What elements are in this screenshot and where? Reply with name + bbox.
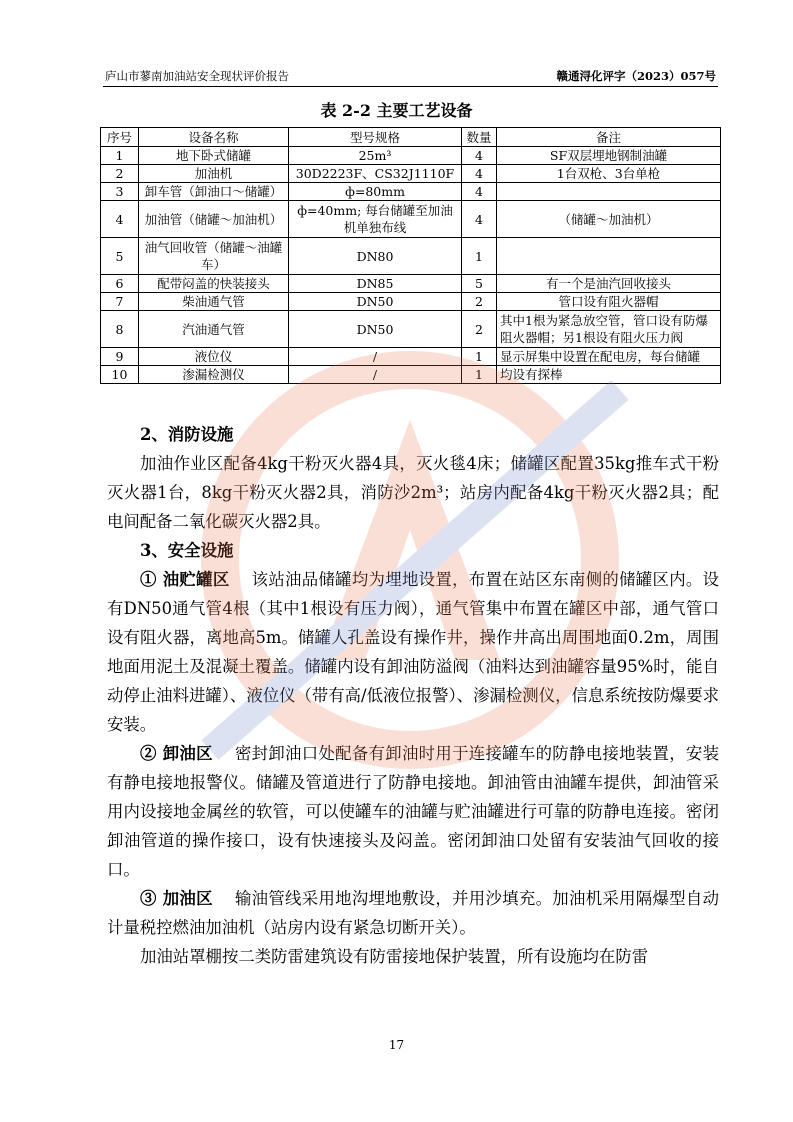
table-row bbox=[101, 201, 721, 238]
header-report-code: 赣通浔化评字（2023）057号 bbox=[556, 69, 716, 83]
cell-name: 配带闷盖的快装接头 bbox=[139, 275, 289, 293]
page-header bbox=[103, 66, 718, 87]
unload-paragraph bbox=[107, 739, 719, 884]
cell-qty: 2 bbox=[462, 293, 497, 311]
cell-qty: 5 bbox=[462, 275, 497, 293]
table-row bbox=[101, 275, 721, 293]
tank-area-label: ① 油贮罐区 bbox=[140, 570, 230, 589]
table-row bbox=[101, 238, 721, 275]
cell-name: 地下卧式储罐 bbox=[139, 147, 289, 165]
table-row bbox=[101, 147, 721, 165]
cell-name: 卸车管（卸油口～储罐） bbox=[139, 183, 289, 201]
cell-no: 3 bbox=[101, 183, 139, 201]
fuel-area-label: ③ 加油区 bbox=[140, 889, 213, 908]
cell-note: 1台双枪、3台单枪 bbox=[497, 165, 721, 183]
unload-area-label: ② 卸油区 bbox=[140, 744, 213, 763]
cell-qty: 2 bbox=[462, 311, 497, 348]
tank-area-text: 该站油品储罐均为埋地设置，布置在站区东南侧的储罐区内。设有DN50通气管4根（其中1根设有压力阀），通气管集中布置在罐区中部，通气管口设有阻火器，离地高5m。储罐人孔盖设有操作井，操作井高出周围地面0.2m，周围地面用泥土及混凝土覆盖。储罐内设有卸油防溢阀（油料达到油罐容量95%时，能自动停止油料进罐）、液位仪（带有高/低液位报警）、渗漏检测仪，信息系统按防爆要求安装。 bbox=[107, 570, 720, 734]
cell-spec: DN80 bbox=[289, 238, 462, 275]
cell-spec: 30D2223F、CS32J1110F bbox=[289, 165, 462, 183]
cell-name: 加油管（储罐～加油机） bbox=[139, 201, 289, 238]
table-row bbox=[101, 366, 721, 384]
cell-name: 加油机 bbox=[139, 165, 289, 183]
cell-qty: 4 bbox=[462, 147, 497, 165]
table-row bbox=[101, 183, 721, 201]
cell-qty: 1 bbox=[462, 238, 497, 275]
cell-name: 汽油通气管 bbox=[139, 311, 289, 348]
cell-no: 10 bbox=[101, 366, 139, 384]
header-report-title: 庐山市蓼南加油站安全现状评价报告 bbox=[105, 69, 289, 83]
cell-no: 4 bbox=[101, 201, 139, 238]
body-content bbox=[107, 420, 719, 971]
col-header-qty: 数量 bbox=[462, 128, 497, 147]
cell-name: 液位仪 bbox=[139, 348, 289, 366]
cell-note: 显示屏集中设置在配电房，每台储罐 bbox=[497, 348, 721, 366]
cell-spec: 25m³ bbox=[289, 147, 462, 165]
cell-no: 7 bbox=[101, 293, 139, 311]
lightning-paragraph: 加油站罩棚按二类防雷建筑设有防雷接地保护装置，所有设施均在防雷 bbox=[140, 947, 649, 966]
cell-qty: 1 bbox=[462, 348, 497, 366]
cell-no: 9 bbox=[101, 348, 139, 366]
section-title-fire: 2、消防设施 bbox=[140, 425, 234, 444]
cell-note: 均设有探棒 bbox=[497, 366, 721, 384]
col-header-spec: 型号规格 bbox=[289, 128, 462, 147]
cell-no: 5 bbox=[101, 238, 139, 275]
col-header-no: 序号 bbox=[101, 128, 139, 147]
cell-note: 管口设有阻火器帽 bbox=[497, 293, 721, 311]
cell-no: 2 bbox=[101, 165, 139, 183]
table-row bbox=[101, 165, 721, 183]
cell-qty: 4 bbox=[462, 165, 497, 183]
cell-spec: ф=80mm bbox=[289, 183, 462, 201]
table-row bbox=[101, 293, 721, 311]
col-header-note: 备注 bbox=[497, 128, 721, 147]
cell-note: 有一个是油汽回收接头 bbox=[497, 275, 721, 293]
cell-note bbox=[497, 183, 721, 201]
cell-spec: / bbox=[289, 348, 462, 366]
fire-paragraph: 加油作业区配备4kg干粉灭火器4具，灭火毯4床；储罐区配置35kg推车式干粉灭火器1台，8kg干粉灭火器2具，消防沙2m³；站房内配备4kg干粉灭火器2具；配电间配备二氧化碳灭火器2具。 bbox=[107, 454, 719, 531]
unload-area-text: 密封卸油口处配备有卸油时用于连接罐车的防静电接地装置，安装有静电接地报警仪。储罐及管道进行了防静电接地。卸油管由油罐车提供，卸油管采用内设接地金属丝的软管，可以使罐车的油罐与贮油罐进行可靠的防静电连接。密闭卸油管道的操作接口，设有快速接头及闷盖。密闭卸油口处留有安装油气回收的接口。 bbox=[107, 744, 720, 879]
fuel-area-text: 输油管线采用地沟埋地敷设，并用沙填充。加油机采用隔爆型自动计量税控燃油加油机（站房内设有紧急切断开关）。 bbox=[107, 889, 720, 937]
page-number: 17 bbox=[388, 1038, 405, 1052]
cell-note bbox=[497, 238, 721, 275]
cell-qty: 1 bbox=[462, 366, 497, 384]
table-header-row bbox=[101, 128, 721, 147]
section-title-safety: 3、安全设施 bbox=[140, 541, 234, 560]
cell-name: 油气回收管（储罐～油罐车） bbox=[139, 238, 289, 275]
cell-note: （储罐～加油机） bbox=[497, 201, 721, 238]
cell-qty: 4 bbox=[462, 201, 497, 238]
cell-spec: DN85 bbox=[289, 275, 462, 293]
cell-spec: ф=40mm; 每台储罐至加油机单独布线 bbox=[289, 201, 462, 238]
cell-no: 8 bbox=[101, 311, 139, 348]
cell-qty: 4 bbox=[462, 183, 497, 201]
cell-no: 1 bbox=[101, 147, 139, 165]
cell-note: 其中1根为紧急放空管，管口设有防爆阻火器帽；另1根设有阻火压力阀 bbox=[497, 311, 721, 348]
equipment-table bbox=[100, 127, 721, 384]
tank-paragraph bbox=[107, 565, 719, 739]
table-row bbox=[101, 311, 721, 348]
cell-name: 渗漏检测仪 bbox=[139, 366, 289, 384]
fuel-paragraph bbox=[107, 884, 719, 942]
col-header-name: 设备名称 bbox=[139, 128, 289, 147]
cell-note: SF双层埋地钢制油罐 bbox=[497, 147, 721, 165]
cell-no: 6 bbox=[101, 275, 139, 293]
cell-spec: DN50 bbox=[289, 311, 462, 348]
table-row bbox=[101, 348, 721, 366]
cell-spec: / bbox=[289, 366, 462, 384]
cell-spec: DN50 bbox=[289, 293, 462, 311]
cell-name: 柴油通气管 bbox=[139, 293, 289, 311]
table-title: 表 2-2 主要工艺设备 bbox=[320, 101, 473, 120]
